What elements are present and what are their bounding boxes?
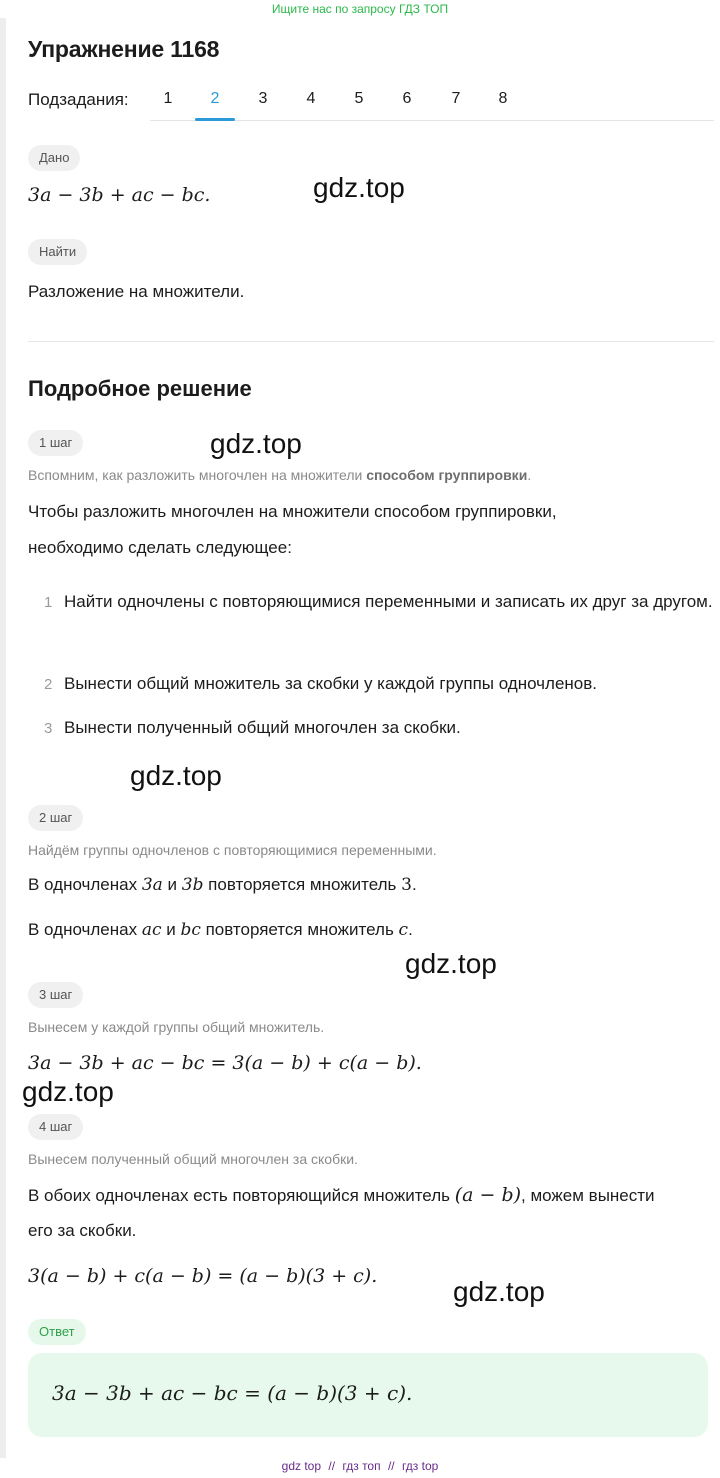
exercise-card bbox=[6, 18, 720, 1460]
list-item-number: 2 bbox=[44, 676, 53, 693]
tab-subtask-7[interactable]: 7 bbox=[451, 90, 461, 107]
footer-link-gdz-top[interactable]: gdz top bbox=[281, 1459, 322, 1473]
answer-expression: 3a − 3b + ac − bc = (a − b)(3 + c). bbox=[52, 1381, 413, 1405]
answer-pill: Ответ bbox=[28, 1319, 86, 1345]
step-1-note-bold: способом группировки bbox=[366, 467, 528, 483]
watermark: gdz.top bbox=[22, 1076, 114, 1107]
step-2-text: и bbox=[162, 875, 182, 894]
step-2-line-1 bbox=[28, 875, 417, 895]
tab-subtask-1[interactable]: 1 bbox=[163, 90, 173, 107]
watermark: gdz.top bbox=[313, 172, 405, 203]
step-3-expression: 3a − 3b + ac − bc = 3(a − b) + c(a − b). bbox=[28, 1052, 422, 1074]
step-4-text: , можем вынести bbox=[521, 1186, 655, 1205]
tab-subtask-2[interactable]: 2 bbox=[210, 90, 220, 107]
math-term: (a − b) bbox=[454, 1184, 522, 1206]
find-text: Разложение на множители. bbox=[28, 282, 245, 301]
step-1-note bbox=[28, 467, 531, 483]
step-2-text: . bbox=[411, 875, 417, 894]
step-4-pill: 4 шаг bbox=[28, 1114, 83, 1140]
step-2-note: Найдём группы одночленов с повторяющимися переменными. bbox=[28, 842, 437, 858]
step-2-text: и bbox=[161, 920, 181, 939]
given-pill: Дано bbox=[28, 145, 80, 171]
footer-link-gdz-top-ru[interactable]: гдз топ bbox=[342, 1459, 381, 1473]
watermark: gdz.top bbox=[130, 760, 222, 791]
step-1-line-2: необходимо сделать следующее: bbox=[28, 538, 292, 557]
section-divider bbox=[28, 341, 714, 342]
step-2-text: повторяется множитель bbox=[200, 920, 399, 939]
step-4-note: Вынесем полученный общий многочлен за скобки. bbox=[28, 1151, 358, 1167]
watermark: gdz.top bbox=[405, 948, 497, 979]
step-4-line-2: его за скобки. bbox=[28, 1221, 137, 1240]
math-term: 3b bbox=[181, 875, 204, 895]
step-1-note-end: . bbox=[527, 467, 532, 483]
tab-subtask-5[interactable]: 5 bbox=[354, 90, 364, 107]
step-2-text: . bbox=[408, 920, 413, 939]
step-2-pill: 2 шаг bbox=[28, 805, 83, 831]
promo-banner[interactable]: Ищите нас по запросу ГДЗ ТОП bbox=[271, 2, 449, 16]
find-pill: Найти bbox=[28, 239, 87, 265]
solution-title: Подробное решение bbox=[28, 376, 252, 401]
list-item-number: 1 bbox=[44, 594, 53, 611]
list-item-text: Найти одночлены с повторяющимися переменными и записать их друг за другом. bbox=[64, 592, 713, 611]
step-2-line-2 bbox=[28, 920, 413, 940]
footer-links bbox=[0, 1456, 720, 1476]
list-item-text: Вынести общий множитель за скобки у каждой группы одночленов. bbox=[64, 674, 598, 693]
math-term: 3 bbox=[401, 875, 412, 895]
tab-subtask-3[interactable]: 3 bbox=[258, 90, 268, 107]
footer-separator: // bbox=[387, 1459, 395, 1473]
page-title: Упражнение 1168 bbox=[28, 36, 220, 62]
answer-box bbox=[28, 1353, 708, 1437]
step-2-text: В одночленах bbox=[28, 920, 142, 939]
active-tab-indicator bbox=[195, 118, 235, 121]
watermark: gdz.top bbox=[210, 428, 302, 459]
tab-subtask-8[interactable]: 8 bbox=[498, 90, 508, 107]
given-expression: 3a − 3b + ac − bc. bbox=[28, 184, 211, 206]
watermark: gdz.top bbox=[453, 1276, 545, 1307]
step-2-text: В одночленах bbox=[28, 875, 142, 894]
step-4-line-1 bbox=[28, 1184, 655, 1206]
step-3-note: Вынесем у каждой группы общий множитель. bbox=[28, 1019, 325, 1035]
step-4-expression: 3(a − b) + c(a − b) = (a − b)(3 + c). bbox=[28, 1265, 378, 1287]
math-term: ac bbox=[141, 920, 162, 940]
step-1-note-text: Вспомним, как разложить многочлен на множители bbox=[28, 467, 367, 483]
list-item-number: 3 bbox=[44, 720, 53, 737]
footer-link-gdz-top-mixed[interactable]: гдз top bbox=[401, 1459, 439, 1473]
subtasks-nav bbox=[28, 88, 714, 122]
math-term: bc bbox=[180, 920, 201, 940]
tab-subtask-6[interactable]: 6 bbox=[402, 90, 412, 107]
tab-subtask-4[interactable]: 4 bbox=[306, 90, 316, 107]
step-1-line-1: Чтобы разложить многочлен на множители способом группировки, bbox=[28, 502, 557, 521]
math-term: c bbox=[398, 920, 409, 940]
subtasks-label: Подзадания: bbox=[28, 90, 129, 109]
list-item-text: Вынести полученный общий многочлен за скобки. bbox=[64, 718, 461, 737]
step-3-pill: 3 шаг bbox=[28, 982, 83, 1008]
step-1-pill: 1 шаг bbox=[28, 430, 83, 456]
step-4-text: В обоих одночленах есть повторяющийся множитель bbox=[28, 1186, 455, 1205]
footer-separator: // bbox=[328, 1459, 336, 1473]
step-2-text: повторяется множитель bbox=[203, 875, 402, 894]
math-term: 3a bbox=[141, 875, 163, 895]
